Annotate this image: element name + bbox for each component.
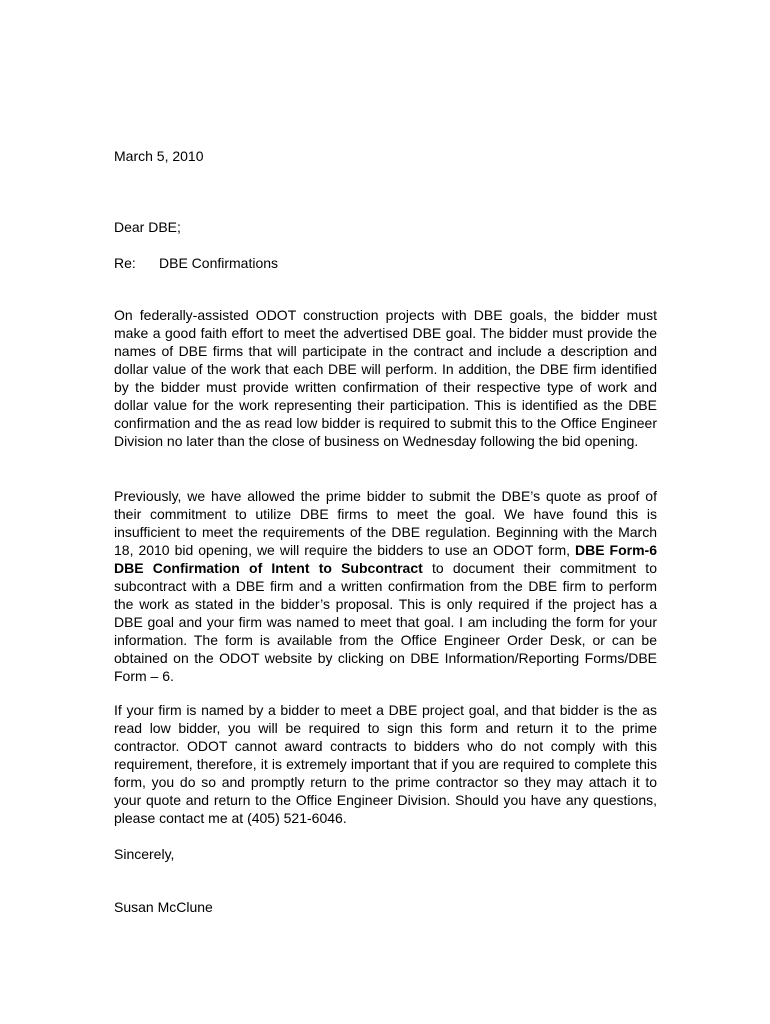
form-name-emphasis: DBE Form-6 DBE Confirmation of Intent to Subcontract: [114, 542, 657, 576]
subject-label: Re:: [114, 255, 136, 271]
paragraph-2-text-start: Previously, we have allowed the prime bidder to submit the DBE’s quote as proof of their commitment to utilize DBE firms to meet the goal. We have found this is insufficient to meet the requirements of the DBE regulation. Beginning with the March 18, 2010 bid opening, we will require the bidders to use an ODOT form,: [114, 488, 657, 558]
letter-date: March 5, 2010: [114, 148, 204, 164]
salutation: Dear DBE;: [114, 219, 181, 235]
signature-name: Susan McClune: [114, 899, 213, 915]
paragraph-2-text-end: to document their commitment to subcontract with a DBE firm and a written confirmation from the DBE firm to perform the work as stated in the bidder’s proposal. This is only required if the project has a DBE goal and your firm was named to meet that goal. I am including the form for your information. The form is available from the Office Engineer Order Desk, or can be obtained on the ODOT website by clicking on DBE Information/Reporting Forms/DBE Form – 6.: [114, 560, 657, 684]
closing: Sincerely,: [114, 846, 175, 862]
subject-text: DBE Confirmations: [159, 255, 279, 271]
body-paragraph-2: [114, 487, 657, 685]
subject-line: [114, 254, 278, 272]
body-paragraph-1: On federally-assisted ODOT construction projects with DBE goals, the bidder must make a good faith effort to meet the advertised DBE goal. The bidder must provide the names of DBE firms that will participate in the contract and include a description and dollar value of the work that each DBE will perform. In addition, the DBE firm identified by the bidder must provide written confirmation of their respective type of work and dollar value for the work representing their participation. This is identified as the DBE confirmation and the as read low bidder is required to submit this to the Office Engineer Division no later than the close of business on Wednesday following the bid opening.: [114, 307, 657, 449]
body-paragraph-3: If your firm is named by a bidder to meet a DBE project goal, and that bidder is the as read low bidder, you will be required to sign this form and return it to the prime contractor. ODOT cannot award contracts to bidders who do not comply with this requirement, therefore, it is extremely important that if you are required to complete this form, you do so and promptly return to the prime contractor so they may attach it to your quote and return to the Office Engineer Division. Should you have any questions, please contact me at (405) 521-6046.: [114, 702, 657, 826]
